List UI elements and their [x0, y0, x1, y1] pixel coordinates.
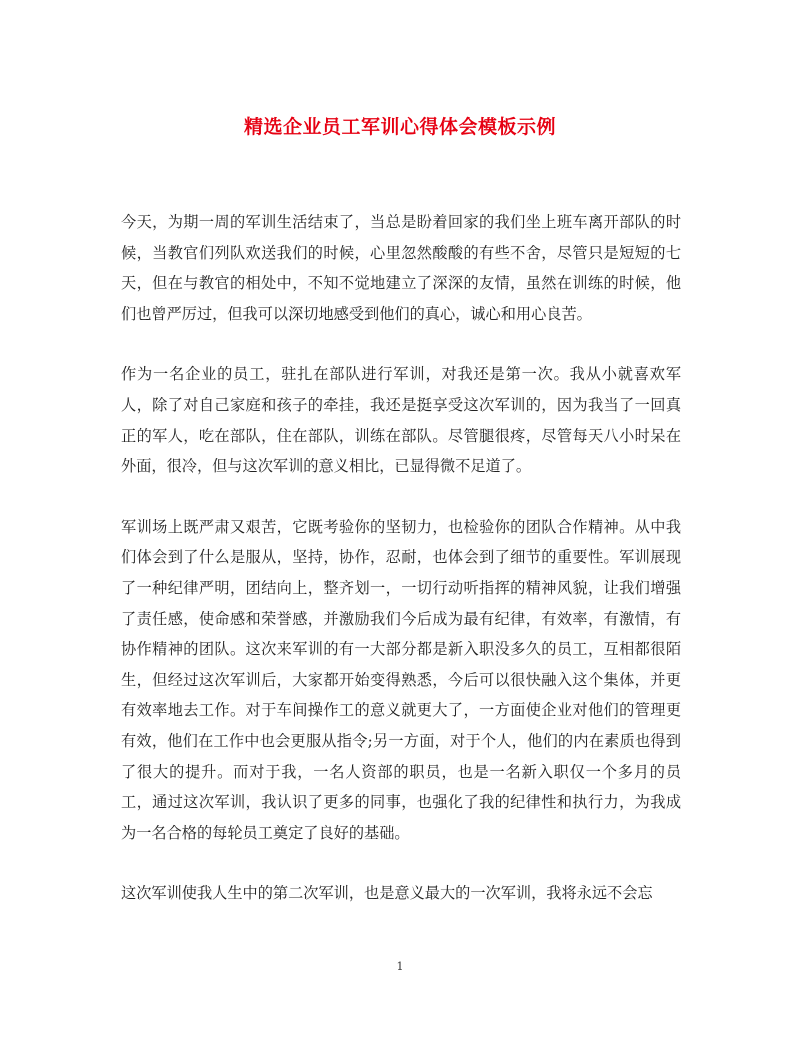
document-body	[121, 207, 681, 909]
paragraph-4: 这次军训使我人生中的第二次军训，也是意义最大的一次军训，我将永远不会忘	[121, 884, 653, 903]
paragraph-3: 军训场上既严肃又艰苦，它既考验你的坚韧力，也检验你的团队合作精神。从中我们体会到了什么是服从，坚持，协作，忍耐，也体会到了细节的重要性。军训展现了一种纪律严明，团结向上，整齐划一，一切行动听指挥的精神风貌，让我们增强了责任感，使命感和荣誉感，并激励我们今后成为最有纪律，有效率，有激情，有协作精神的团队。这次来军训的有一大部分都是新入职没多久的员工，互相都很陌生，但经过这次军训后，大家都开始变得熟悉，今后可以很快融入这个集体，并更有效率地去工作。对于车间操作工的意义就更大了，一方面使企业对他们的管理更有效，他们在工作中也会更服从指令;另一方面，对于个人，他们的内在素质也得到了很大的提升。而对于我，一名人资部的职员，也是一名新入职仅一个多月的员工，通过这次军训，我认识了更多的同事，也强化了我的纪律性和执行力，为我成为一名合格的每轮员工奠定了良好的基础。	[121, 517, 681, 842]
paragraph-2: 作为一名企业的员工，驻扎在部队进行军训，对我还是第一次。我从小就喜欢军人，除了对自己家庭和孩子的牵挂，我还是挺享受这次军训的，因为我当了一回真正的军人，吃在部队，住在部队，训练在部队。尽管腿很疼，尽管每天八小时呆在外面，很冷，但与这次军训的意义相比，已显得微不足道了。	[121, 365, 681, 476]
paragraph-1: 今天，为期一周的军训生活结束了，当总是盼着回家的我们坐上班车离开部队的时候，当教官们列队欢送我们的时候，心里忽然酸酸的有些不舍，尽管只是短短的七天，但在与教官的相处中，不知不觉地建立了深深的友情，虽然在训练的时候，他们也曾严厉过，但我可以深切地感受到他们的真心，诚心和用心良苦。	[121, 213, 681, 323]
document-title: 精选企业员工军训心得体会模板示例	[243, 116, 556, 138]
page-number: 1	[396, 960, 404, 973]
